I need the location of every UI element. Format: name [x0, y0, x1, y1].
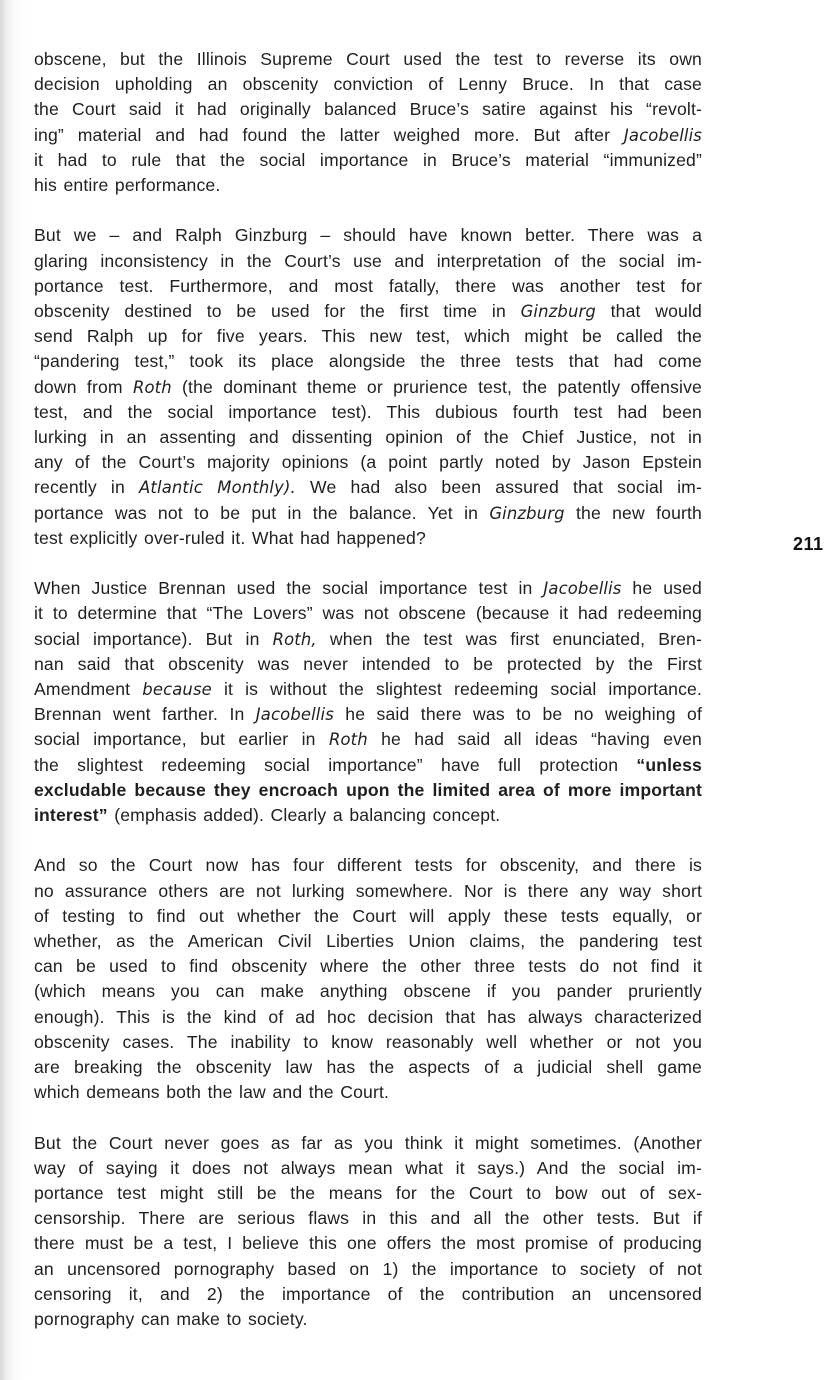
text-run: portance test. Furthermore, and most fatally, there was another test for — [34, 275, 702, 296]
text-line — [34, 72, 702, 97]
text-run: lurking in an assenting and dissenting opinion of the Chief Justice, not in — [34, 427, 702, 448]
text-run: We had also been assured that social im- — [295, 477, 702, 498]
text-run: it is without the slightest redeeming social importance. — [211, 679, 703, 700]
text-line — [34, 274, 702, 299]
text-run: it had to rule that the social importance in Bruce’s material “immunized” — [34, 149, 702, 170]
text-line — [34, 1156, 702, 1181]
paragraph — [34, 576, 702, 828]
italic-text: Roth, — [272, 629, 317, 649]
text-run: which demeans both the law and the Court. — [34, 1082, 390, 1103]
text-run: he said there was to be no weighing of — [333, 704, 702, 725]
text-line — [34, 652, 702, 677]
text-line — [34, 727, 702, 752]
text-run: portance was not to be put in the balance. Yet in — [34, 502, 490, 523]
text-line — [34, 450, 702, 475]
text-line — [34, 853, 702, 878]
text-run: send Ralph up for five years. This new test, which might be called the — [34, 326, 702, 347]
text-run: social importance). But in — [34, 628, 273, 649]
text-line — [34, 375, 702, 400]
text-line — [34, 753, 702, 778]
text-line — [34, 501, 702, 526]
text-run: Brennan went farther. In — [34, 704, 256, 725]
text-run: obscenity cases. The inability to know reasonably well whether or not you — [34, 1031, 702, 1052]
text-run: obscene, but the Illinois Supreme Court used the test to reverse its own — [34, 49, 702, 69]
text-line — [34, 1282, 702, 1307]
text-line — [34, 677, 702, 702]
italic-text: Roth — [328, 730, 368, 750]
text-line — [34, 778, 702, 803]
text-run: recently in — [34, 477, 140, 498]
text-run: there must be a test, I believe this one offers the most promise of producing — [34, 1233, 702, 1254]
text-line — [34, 173, 702, 198]
text-line — [34, 425, 702, 450]
text-line — [34, 1181, 702, 1206]
italic-text: Roth — [132, 377, 172, 397]
text-line — [34, 879, 702, 904]
text-run: obscenity destined to be used for the first time in — [34, 301, 521, 322]
text-run: (which means you can make anything obscene if you pander pruriently — [34, 981, 702, 1002]
text-line — [34, 47, 702, 72]
text-line — [34, 803, 702, 828]
text-run: any of the Court’s majority opinions (a point partly noted by Jason Epstein — [34, 452, 702, 473]
italic-text: Ginzburg — [520, 302, 596, 322]
text-run: censoring it, and 2) the importance of the contribution an uncensored — [34, 1283, 702, 1304]
text-run: are breaking the obscenity law has the aspects of a judicial shell game — [34, 1057, 702, 1078]
italic-text: Jacobellis — [255, 705, 334, 725]
text-run: social importance, but earlier in — [34, 729, 329, 750]
paragraph — [34, 853, 702, 1105]
text-run: censorship. There are serious flaws in this and all the other tests. But if — [34, 1208, 702, 1229]
text-run: can be used to find obscenity where the other three tests do not find it — [34, 956, 702, 977]
text-run: But we – and Ralph Ginzburg – should have known better. There was a — [34, 225, 702, 246]
text-run: But the Court never goes as far as you think it might sometimes. (Another — [34, 1132, 702, 1153]
text-run: portance test might still be the means for the Court to bow out of sex- — [34, 1183, 702, 1204]
text-run: (emphasis added). Clearly a balancing concept. — [107, 805, 501, 826]
italic-text: because — [142, 680, 212, 700]
text-run: his entire performance. — [34, 175, 221, 196]
text-line — [34, 475, 702, 500]
text-line — [34, 601, 702, 626]
text-line — [34, 954, 702, 979]
text-line — [34, 148, 702, 173]
text-line — [34, 1231, 702, 1256]
text-run: that would — [595, 301, 702, 322]
text-run: no assurance others are not lurking somewhere. Nor is there any way short — [34, 880, 702, 901]
bold-text: interest” — [34, 805, 108, 826]
text-run: When Justice Brennan used the social importance test in — [34, 578, 544, 599]
page-number: 211 — [793, 534, 824, 554]
text-line — [34, 904, 702, 929]
bold-text: excludable because they encroach upon the limited area of more important — [34, 779, 702, 800]
text-line — [34, 299, 702, 324]
text-run: he had said all ideas “having even — [367, 729, 702, 750]
text-run: Amendment — [34, 679, 143, 700]
text-run: the new fourth — [564, 502, 702, 523]
text-run: pornography can make to society. — [34, 1309, 308, 1330]
text-line — [34, 979, 702, 1004]
text-run: whether, as the American Civil Liberties Union claims, the pandering test — [34, 931, 702, 952]
text-run: ing” material and had found the latter weighed more. But after — [34, 124, 624, 145]
text-line — [34, 349, 702, 374]
paragraph — [34, 223, 702, 551]
text-run: “pandering test,” took its place alongside the three tests that had come — [34, 351, 702, 372]
text-run: when the test was first enunciated, Bren- — [316, 628, 702, 649]
text-run: of testing to find out whether the Court will apply these tests equally, or — [34, 905, 702, 926]
text-line — [34, 1030, 702, 1055]
text-line — [34, 576, 702, 601]
text-line — [34, 1080, 702, 1105]
text-line — [34, 123, 702, 148]
body-text — [34, 47, 702, 1332]
text-run: decision upholding an obscenity conviction of Lenny Bruce. In that case — [34, 74, 702, 95]
text-run: enough). This is the kind of ad hoc decision that has always characterized — [34, 1006, 702, 1027]
text-run: And so the Court now has four different tests for obscenity, and there is — [34, 855, 702, 876]
text-run: the slightest redeeming social importance” have full protection — [34, 754, 637, 775]
text-line — [34, 97, 702, 122]
text-line — [34, 1131, 702, 1156]
text-run: the Court said it had originally balanced Bruce’s satire against his “revolt- — [34, 99, 702, 120]
bold-text: “unless — [636, 754, 702, 775]
italic-text: Atlantic Monthly). — [139, 478, 296, 498]
italic-text: Jacobellis — [623, 125, 702, 145]
text-run: down from — [34, 376, 133, 397]
text-line — [34, 249, 702, 274]
text-line — [34, 400, 702, 425]
text-line — [34, 526, 702, 551]
text-line — [34, 223, 702, 248]
text-run: glaring inconsistency in the Court’s use and interpretation of the social im- — [34, 250, 702, 271]
text-run: he used — [621, 578, 702, 599]
italic-text: Jacobellis — [543, 579, 622, 599]
text-line — [34, 1206, 702, 1231]
text-line — [34, 929, 702, 954]
text-line — [34, 1055, 702, 1080]
paragraph — [34, 47, 702, 198]
text-run: test, and the social importance test). This dubious fourth test had been — [34, 401, 702, 422]
text-run: test explicitly over-ruled it. What had happened? — [34, 527, 426, 548]
text-line — [34, 324, 702, 349]
paragraph — [34, 1131, 702, 1333]
text-run: it to determine that “The Lovers” was not obscene (because it had redeeming — [34, 603, 702, 624]
text-line — [34, 702, 702, 727]
text-line — [34, 627, 702, 652]
text-line — [34, 1307, 702, 1332]
text-run: an uncensored pornography based on 1) the importance to society of not — [34, 1258, 702, 1279]
text-run: (the dominant theme or prurience test, the patently offensive — [171, 376, 702, 397]
text-run: nan said that obscenity was never intended to be protected by the First — [34, 653, 702, 674]
text-line — [34, 1005, 702, 1030]
text-run: way of saying it does not always mean what it says.) And the social im- — [34, 1157, 702, 1178]
italic-text: Ginzburg — [489, 503, 565, 523]
text-line — [34, 1257, 702, 1282]
